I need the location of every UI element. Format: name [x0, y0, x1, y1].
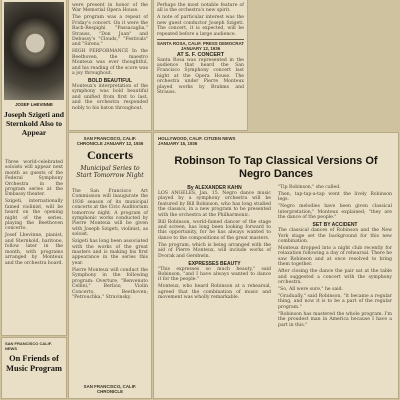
subheading: SET BY ACCIDENT — [312, 222, 358, 229]
paragraph: Monteux dropped into a night club recently for relaxation following a day of rehearsal. There he saw Robinson and at once resolved to bring them together. — [278, 246, 392, 268]
clipping-friends-of-music — [2, 338, 66, 398]
clipping-headline: Concerts — [87, 148, 133, 162]
paragraph: The San Francisco Art Commission will inaugurate the 1936 season of its municipal concerts at the Civic Auditorium tomorrow night. A program of symphonic works conducted by Pierre Monteux will be given with Joseph Szigeti, violinist, as soloist. — [72, 189, 148, 238]
divider — [157, 39, 244, 40]
clipping-headline: Robinson To Tap Classical Versions Of Negro Dances — [174, 155, 378, 180]
footer-dateline: SAN FRANCISCO, CALIF. CHRONICLE — [83, 383, 137, 394]
dateline: HOLLYWOOD, CALIF. CITIZEN NEWS JANUARY 15, 1936 — [158, 136, 236, 147]
subheading: BOLD BEAUTIFUL — [88, 78, 132, 85]
column-right — [278, 185, 392, 330]
clipping-robinson — [154, 133, 398, 398]
clipping-body — [72, 189, 148, 302]
clipping-santa-rosa — [154, 0, 247, 130]
paragraph: HIGH PERFORMANCE In the Beethoven, the maestro Monteux was ever thoughtful, and his reading of the score was a joy throughout. — [72, 49, 148, 77]
clipping-subhead: Municipal Series to Start Tomorrow Night — [76, 165, 144, 179]
column-left — [158, 185, 271, 302]
photo-caption: JOSEF LHEVINNE — [15, 102, 53, 107]
portrait-photo — [4, 2, 64, 100]
paragraph: Szigeti has long been associated with the works of the great masters and is making his first appearance in the series this year. — [72, 239, 148, 266]
byline: By ALEXANDER KAHN — [187, 185, 242, 191]
paragraph: Monteux's interpretation of the symphony was bold beautiful and unified from first to last, and the orchestra responded nobly to his baton throughout. — [72, 84, 148, 111]
paragraph: Pierre Monteux will conduct the Symphony in the following program: Overture, "Benvenuto Cellini," Berlioz; Violin Concerto, Beethoven; "Petrouchka," Stravinsky. — [72, 267, 148, 300]
clipping-headline: Joseph Szigeti and Sternkold Also to Appear — [4, 110, 64, 137]
paragraph: Then, tap-tap-a-tap went the lively Robinson legs. — [278, 192, 392, 203]
paragraph: The program was a repeat of Friday's concert. On it were the Bach-Respighi "Passacaglia," Strauss, "Don Juan" and Debussy's "Clouds," "Festivals" and "Sirens." — [72, 15, 148, 48]
paragraph: Josef Lhevinne, pianist, and Sternkold, baritone, follow later in the month, with programs arranged by Monteux and the orchestra board. — [5, 233, 63, 266]
paragraph: Santa Rosa was represented in the audience that heard the San Francisco Symphony concert last night at the Opera House. The orchestra under Pierre Monteux played works by Brahms and Strauss. — [157, 57, 244, 95]
paragraph: "Gradually," said Robinson, "it became a regular thing, and now it is to be a part of the regular program." — [278, 294, 392, 310]
clipping-body — [5, 160, 63, 268]
dateline: SAN FRANCISCO, CALIF. CHRONICLE JANUARY 12, 1936 — [76, 136, 144, 147]
paragraph: "Robinson has mastered the whole program. I'm the proudest man in America because I have a part in this." — [278, 311, 392, 328]
paragraph: The classical dances of Robinson and the New York stage set the background for this new combination. — [278, 228, 392, 245]
kicker: AT S. F. CONCERT — [176, 51, 225, 58]
clipping-concerts — [69, 133, 151, 398]
paragraph: After closing the dance the pair sat at the table and suggested a concert with the symphony orchestra. — [278, 269, 392, 286]
clipping-lhevinne — [2, 0, 66, 335]
dateline: SAN FRANCISCO CALIF. NEWS — [5, 341, 52, 352]
subheading: EXPRESSES BEAUTY — [188, 260, 241, 267]
dateline: SANTA ROSA, CALIF. PRESS DEMOCRAT JANUARY 12, 1936 — [157, 41, 244, 52]
clipping-opera-house-review — [69, 0, 151, 130]
paragraph: LOS ANGELES, Jan. 15. Negro dance music played by a symphony orchestra will be featured by Bill Robinson, who has long studied the classics, in a new program to be presented with the orchestra at the Philharmonic. — [158, 191, 271, 218]
paragraph: "So, All were sure," he said. — [278, 287, 344, 293]
paragraph: Szigeti, internationally famed violinist, will be heard on the opening night of the series, playing the Beethoven concerto. — [5, 199, 63, 232]
clipping-body — [72, 3, 148, 113]
paragraph: Perhaps the most notable feature of all is the orchestra's new spirit. — [157, 3, 244, 14]
paragraph: Monteux, who heard Robinson at a rehearsal, agreed that the combination of music and movement was wholly remarkable. — [158, 284, 271, 301]
paragraph: The program, which is being arranged with the aid of Pierre Monteux, will include works of Dvorak and Gershwin. — [158, 242, 271, 259]
paragraph: "Negro melodies have been given classical interpretation," Monteux explained; "they are the dance of the people." — [278, 204, 392, 221]
paragraph: "Tip Robinson," she called. — [278, 185, 341, 190]
paragraph: A note of particular interest was the new guest conductor Joseph Szigeti. The concert, it is expected, will be repeated before a large audience. — [157, 15, 244, 37]
paragraph: Bill Robinson, world-famed dancer of the stage and screen, has long been looking forward to this opportunity, for he has always wanted to dance to the compositions of the great masters. — [158, 219, 271, 241]
paragraph: were present in honor of the War Memorial Opera House. — [72, 3, 148, 14]
paragraph: Three world-celebrated soloists will appear next month as guests of the Federal Symphony Orchestra in the program series at the Embassy theater. — [5, 160, 63, 198]
clipping-body — [157, 3, 244, 97]
paragraph: "This expresses so much beauty," said Robinson, "and I have always wanted to dance it for the people." — [158, 266, 271, 283]
clipping-headline: On Friends of Music Program — [6, 354, 62, 373]
